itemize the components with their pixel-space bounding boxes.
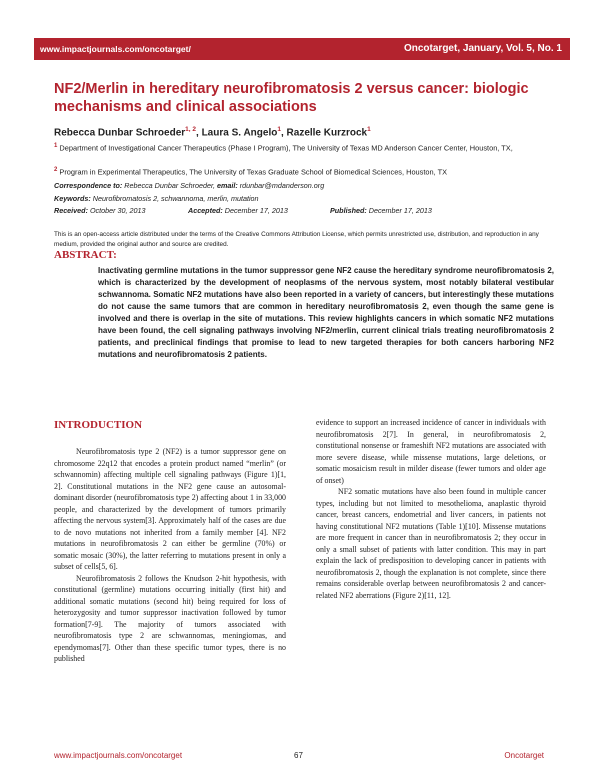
published-label: Published: <box>330 206 367 215</box>
paragraph: evidence to support an increased incidence of cancer in individuals with neurofibromatosis 2[7]. In general, in neurofibromatosis 2, constitutional nonsense or frameshift NF2 mutations are associated with more severe disease, while missense mutations, large deletions, or somatic mosaicism result in milder disease (fewer tumors and older age of onset) <box>316 418 546 485</box>
correspondence-name: Rebecca Dunbar Schroeder, <box>124 181 215 190</box>
footer-url[interactable]: www.impactjournals.com/oncotarget <box>54 751 183 760</box>
affil-number: 2 <box>54 167 58 173</box>
body-column-left <box>54 446 286 665</box>
author-separator: , <box>196 127 202 139</box>
abstract-heading: ABSTRACT: <box>54 249 117 261</box>
accepted-value: December 17, 2013 <box>224 206 288 215</box>
paragraph: NF2 somatic mutations have also been found in multiple cancer types, including but not limited to mesothelioma, anaplastic thyroid cancer, breast cancers, endometrial and liver cancers, in patients not having constitutional NF2 mutations (Table 1)[10]. Missense mutations are more frequent in cancer than in neurofibromatosis 2; they occur in only a small subset of patients with latter condition. This may in part explain the lack of predisposition to developing cancer in patients with neurofibromatosis 2, though the explanation is not complete, since there remains considerable overlap between neurofibromatosis 2 and cancer-related NF2 aberrations (Figure 2)[11, 12]. <box>316 487 546 600</box>
page-number: 67 <box>294 751 303 760</box>
author-affil-ref: 1 <box>277 126 281 133</box>
author-separator: , <box>280 127 287 139</box>
correspondence-email[interactable]: rdunbar@mdanderson.org <box>239 181 325 190</box>
body-column-right <box>316 417 546 601</box>
email-label: email: <box>217 181 238 190</box>
received-value: October 30, 2013 <box>89 206 146 215</box>
affil-number: 1 <box>54 143 58 149</box>
author-affil-ref: 1 <box>367 126 371 133</box>
keywords-value: Neurofibromatosis 2, schwannoma, merlin, mutation <box>92 194 259 203</box>
published-date <box>330 206 432 215</box>
author-affil-ref: 1, 2 <box>185 126 197 133</box>
journal-issue: Oncotarget, January, Vol. 5, No. 1 <box>403 43 562 54</box>
accepted-date <box>188 206 288 215</box>
published-value: December 17, 2013 <box>368 206 432 215</box>
accepted-label: Accepted: <box>188 206 223 215</box>
affiliation-1 <box>54 141 554 154</box>
affil-text: Program in Experimental Therapeutics, The University of Texas Graduate School of Biomedical Sciences, Houston, TX <box>59 167 448 177</box>
author-name: Razelle Kurzrock <box>286 127 368 139</box>
affiliation-2 <box>54 165 554 178</box>
author-name: Laura S. Angelo <box>201 127 278 139</box>
abstract-text: Inactivating germline mutations in the tumor suppressor gene NF2 cause the hereditary syndrome neurofibromatosis 2, which is characterized by the development of neoplasms of the nervous system, most notably bilateral vestibular schwannoma. Somatic NF2 mutations have also been reported in a variety of cancers, but interestingly these mutations do not cause the same tumors that are common in hereditary neurofibromatosis 2, even though the same gene is involved and there is overlap in the site of mutations. This review highlights cancers in which somatic NF2 mutations have been found, the cell signaling pathways involving NF2/merlin, current clinical trials treating neurofibromatosis 2 patients, and preclinical findings that promise to lead to new targeted therapies for both cancers harboring NF2 mutations and neurofibromatosis 2 patients. <box>98 266 554 359</box>
article-title: NF2/Merlin in hereditary neurofibromatosis 2 versus cancer: biologic mechanisms and clinical associations <box>54 81 529 115</box>
keywords-label: Keywords: <box>54 194 91 203</box>
received-label: Received: <box>54 206 88 215</box>
correspondence-line <box>54 181 324 190</box>
paragraph: Neurofibromatosis type 2 (NF2) is a tumor suppressor gene on chromosome 22q12 that encodes a protein product named “merlin” (or schwannomin) affecting multiple cell signaling pathways (Figure 1)[1, 2]. Constitutional mutations in the NF2 gene cause an autosomal-dominant disorder (neurofibromatosis type 2) affecting about 1 in 33,000 people, and characterized by the development of tumors primarily affecting the nervous system[3]. Approximately half of the cases are due to de novo mutations not inherited from a family member [4]. NF2 mutations in neurofibromatosis 2 can either be germline (70%) or somatic mosaic (30%), the latter referring to mutations present in only a subset of cells[5, 6]. <box>54 447 286 571</box>
keywords-line <box>54 194 259 203</box>
license-statement: This is an open-access article distributed under the terms of the Creative Commons Attribution License, which permits unrestricted use, distribution, and reproduction in any medium, provided the original author and source are credited. <box>54 231 539 248</box>
author-name: Rebecca Dunbar Schroeder <box>54 127 186 139</box>
affil-text: Department of Investigational Cancer Therapeutics (Phase I Program), The University of Texas MD Anderson Cancer Center, Houston, TX, <box>59 143 513 153</box>
introduction-heading: INTRODUCTION <box>54 419 143 431</box>
correspondence-label: Correspondence to: <box>54 181 123 190</box>
received-date <box>54 206 146 215</box>
paragraph: Neurofibromatosis 2 follows the Knudson 2-hit hypothesis, with constitutional (germline) mutations occurring initially (first hit) and additional somatic mutations (second hit) being required for loss of heterozygosity and tumor suppressor inactivation followed by tumor formation[7-9]. The majority of tumors associated with neurofibromatosis type 2 are schwannomas, meningiomas, and ependymomas[7]. Other than these specific tumor types, there is no published <box>54 573 286 663</box>
author-list <box>54 126 371 138</box>
journal-url[interactable]: www.impactjournals.com/oncotarget/ <box>40 44 191 54</box>
footer-journal: Oncotarget <box>504 751 544 760</box>
